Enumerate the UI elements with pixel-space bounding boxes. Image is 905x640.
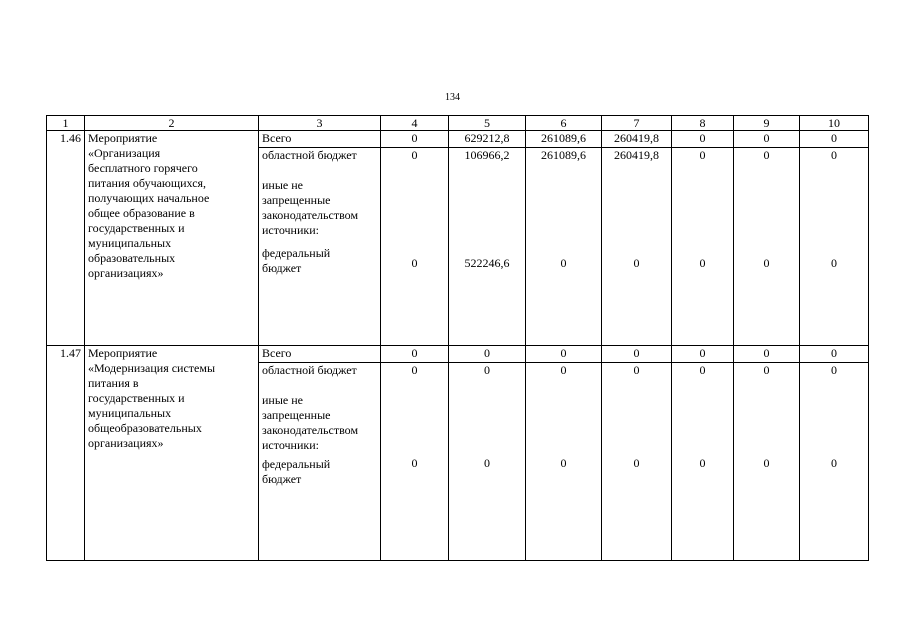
federal-value: 0	[831, 256, 837, 270]
spacer	[262, 238, 377, 246]
item-title	[85, 131, 259, 346]
item-title-line: государственных и	[88, 391, 185, 405]
total-value: 0	[672, 131, 734, 148]
federal-value: 0	[699, 256, 706, 270]
item-title-line: питания обучающихся,	[88, 176, 207, 190]
total-value: 0	[526, 346, 602, 363]
federal-value: 0	[633, 456, 640, 470]
federal-value: 0	[763, 456, 770, 470]
value-block	[452, 363, 522, 559]
header-cell: 10	[800, 116, 869, 131]
federal-value: 0	[763, 256, 770, 270]
federal-value: 0	[484, 456, 490, 470]
regional-value: 0	[484, 363, 490, 377]
item-title-line: «Организация	[88, 146, 161, 160]
item-title	[85, 346, 259, 561]
header-cell: 3	[259, 116, 381, 131]
value-cell	[800, 148, 869, 346]
value-block	[675, 363, 730, 559]
federal-value: 0	[560, 256, 567, 270]
item-title-line: государственных и	[88, 221, 185, 235]
value-cell	[449, 363, 526, 561]
other-sources-label: законодательством	[262, 208, 359, 222]
regional-value: 0	[411, 363, 418, 377]
other-sources-label: источники:	[262, 223, 319, 237]
federal-value: 522246,6	[464, 256, 510, 270]
spacer	[262, 378, 377, 393]
value-block	[803, 148, 865, 344]
value-cell	[672, 363, 734, 561]
header-cell: 9	[734, 116, 800, 131]
federal-value: 0	[699, 456, 706, 470]
funding-sources	[259, 148, 381, 346]
other-sources-label: законодательством	[262, 423, 359, 437]
total-value: 260419,8	[602, 131, 672, 148]
item-title-line: муниципальных	[88, 406, 172, 420]
federal-value: 0	[560, 456, 567, 470]
regional-value: 0	[763, 363, 770, 377]
value-block	[803, 363, 865, 559]
funding-sources	[259, 363, 381, 561]
item-title-line: муниципальных	[88, 236, 172, 250]
total-value: 0	[734, 346, 800, 363]
item-title-line: Мероприятие	[88, 346, 158, 360]
table-row	[47, 131, 869, 148]
item-title-line: образовательных	[88, 251, 176, 265]
budget-table	[46, 115, 869, 561]
federal-value: 0	[831, 456, 837, 470]
federal-budget-label: федеральный	[262, 246, 331, 260]
total-value: 0	[381, 346, 449, 363]
regional-budget-label: областной бюджет	[262, 363, 357, 377]
federal-value: 0	[633, 256, 640, 270]
value-cell	[602, 148, 672, 346]
federal-value: 0	[411, 456, 418, 470]
total-label: Всего	[259, 131, 381, 148]
total-label: Всего	[259, 346, 381, 363]
value-cell	[381, 148, 449, 346]
other-sources-label: иные не	[262, 393, 303, 407]
header-cell: 2	[85, 116, 259, 131]
other-sources-label: запрещенные	[262, 193, 331, 207]
header-cell: 5	[449, 116, 526, 131]
total-value: 0	[672, 346, 734, 363]
value-cell	[526, 148, 602, 346]
item-title-line: бесплатного горячего	[88, 161, 198, 175]
regional-value: 0	[633, 363, 640, 377]
federal-budget-label: бюджет	[262, 261, 302, 275]
item-title-line: организациях»	[88, 436, 164, 450]
page-number: 134	[445, 92, 460, 103]
regional-value: 0	[411, 148, 418, 162]
table-row	[47, 346, 869, 363]
total-value: 629212,8	[449, 131, 526, 148]
header-cell: 8	[672, 116, 734, 131]
item-code: 1.46	[47, 131, 85, 346]
total-value: 261089,6	[526, 131, 602, 148]
total-value: 0	[800, 131, 869, 148]
regional-budget-label: областной бюджет	[262, 148, 357, 162]
total-value: 0	[734, 131, 800, 148]
regional-value: 0	[831, 363, 837, 377]
value-block	[737, 148, 796, 344]
other-sources-label: запрещенные	[262, 408, 331, 422]
regional-value: 0	[699, 148, 706, 162]
value-block	[675, 148, 730, 344]
value-block	[605, 363, 668, 559]
header-row	[47, 116, 869, 131]
spacer	[262, 163, 377, 178]
value-cell	[449, 148, 526, 346]
header-cell: 7	[602, 116, 672, 131]
total-value: 0	[449, 346, 526, 363]
regional-value: 0	[763, 148, 770, 162]
value-cell	[526, 363, 602, 561]
item-title-line: получающих начальное	[88, 191, 210, 205]
value-block	[452, 148, 522, 344]
other-sources-label: иные не	[262, 178, 303, 192]
value-cell	[672, 148, 734, 346]
value-block	[529, 148, 598, 344]
regional-value: 0	[831, 148, 837, 162]
federal-value: 0	[411, 256, 418, 270]
value-block	[737, 363, 796, 559]
value-cell	[734, 148, 800, 346]
item-title-line: общеобразовательных	[88, 421, 202, 435]
value-block	[529, 363, 598, 559]
item-title-line: Мероприятие	[88, 131, 158, 145]
item-title-line: организациях»	[88, 266, 164, 280]
value-block	[384, 148, 445, 344]
federal-budget-label: федеральный	[262, 457, 331, 471]
total-value: 0	[381, 131, 449, 148]
item-title-line: «Модернизация системы	[88, 361, 216, 375]
regional-value: 261089,6	[541, 148, 586, 162]
header-cell: 6	[526, 116, 602, 131]
header-cell: 4	[381, 116, 449, 131]
federal-budget-label: бюджет	[262, 472, 302, 486]
value-cell	[602, 363, 672, 561]
value-block	[605, 148, 668, 344]
item-title-line: общее образование в	[88, 206, 195, 220]
value-cell	[381, 363, 449, 561]
value-block	[384, 363, 445, 559]
header-cell: 1	[47, 116, 85, 131]
item-code: 1.47	[47, 346, 85, 561]
item-title-line: питания в	[88, 376, 139, 390]
value-cell	[734, 363, 800, 561]
other-sources-label: источники:	[262, 438, 319, 452]
total-value: 0	[800, 346, 869, 363]
total-value: 0	[602, 346, 672, 363]
regional-value: 106966,2	[464, 148, 510, 162]
value-cell	[800, 363, 869, 561]
regional-value: 260419,8	[614, 148, 659, 162]
regional-value: 0	[699, 363, 706, 377]
regional-value: 0	[560, 363, 567, 377]
